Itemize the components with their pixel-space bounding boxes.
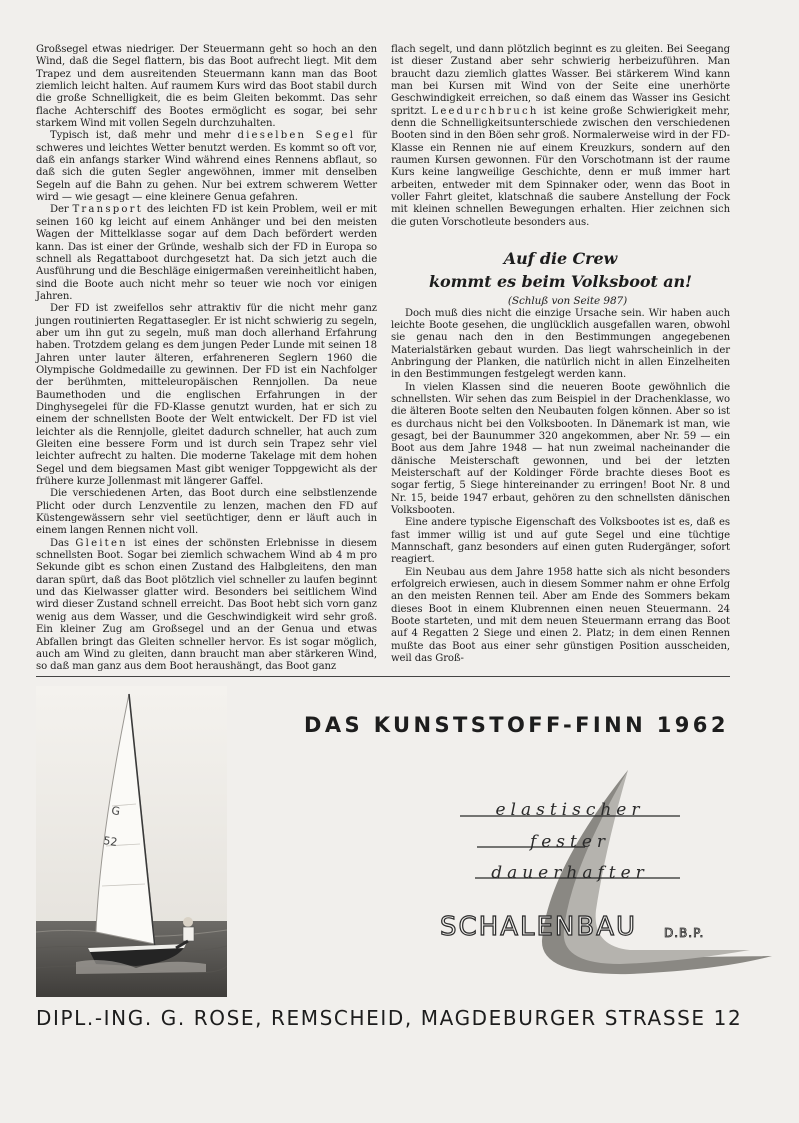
text-run: flach segelt, und dann plötzlich beginnt es zu gleiten. Bei Seegang ist dieser Zustand aber sehr schwierig herbeizuführen. Man braucht dazu ziemlich glattes Wasser. Bei stärkerem Wind kann man bei Kursen mit Wind von der Seite eine unerhörte Geschwindigkeit erreichen, so daß einem das Wasser ins Gesicht spritzt. — [391, 44, 730, 117]
continuation-note: (Schluß von Seite 987) — [507, 295, 628, 308]
section-divider — [36, 676, 730, 677]
paragraph: Ein Neubau aus dem Jahre 1958 hatte sich als nicht besonders erfolgreich erwiesen, auch in diesem Sommer nahm er ohne Erfolg an den meisten Rennen teil. Aber am Ende des Sommers bekam dieses Boot in einem Klubrennen einen neuen Steuermann. 24 Boote starteten, und mit dem neuen Steuermann errang das Boot auf 4 Regatten 2 Siege und einen 2. Platz; in dem einen Rennen mußte das Boot aus einer sehr günstigen Position ausscheiden, weil das Groß- — [391, 566, 730, 665]
paragraph: Der FD ist zweifellos sehr attraktiv für die nicht mehr ganz jungen routinierten Regattasegler. Er ist nicht schwierig zu segeln, aber um ihn gut zu segeln, muß man doch allerhand Erfahrung haben. Trotzdem gelang es dem jungen Peder Lunde mit seinen 18 Jahren unter lauter älteren, erfahreneren Seglern 1960 die Olympische Goldmedaille zu gewinnen. Der FD ist ein Nachfolger der berühmten, mitteleuropäischen Rennjollen. Da neue Baumethoden und die englischen Erfahrungen in der Dinghysegelei für die FD-Klasse genutzt wurden, hat er sich zu einem der schnellsten Boote der Welt entwickelt. Der FD ist viel leichter als die Rennjolle, gleitet dadurch schneller, hat auch zum Gleiten eine bessere Form und ist durch sein Trapez sehr viel leichter aufrecht zu halten. Die moderne Takelage mit dem hohen Segel und dem biegsamen Mast gibt weniger Toppgewicht als der frühere kurze Jollenmast mit längerer Gaffel. — [36, 303, 377, 488]
emphasis-spaced: Leedurchbruch — [431, 105, 539, 117]
paragraph: In vielen Klassen sind die neueren Boote gewöhnlich die schnellsten. Wir sehen das zum Beispiel in der Drachenklasse, wo die älteren Boote selten den Neubauten folgen können. Aber so ist es durchaus nicht bei den Volksbooten. In Dänemark ist man, wie gesagt, bei der Baunummer 320 angekommen, aber Nr. 59 — ein Boot aus dem Jahre 1948 — hat nun zweimal nacheinander die dänische Meisterschaft gewonnen, und bei der letzten Meisterschaft auf der Koldinger Förde brachte dieses Boot es sogar fertig, 5 Siege hintereinander zu erringen! Boot Nr. 8 und Nr. 15, beide 1947 erbaut, gehören zu den schnellsten dänischen Volksbooten. — [391, 381, 730, 516]
svg-text:G: G — [110, 804, 121, 819]
heading-line-1: Auf die Crew — [503, 249, 618, 269]
article-column-left — [36, 44, 377, 674]
ad-address: DIPL.-ING. G. ROSE, REMSCHEID, MAGDEBURGER STRASSE 12 — [36, 1006, 743, 1030]
ad-headline: DAS KUNSTSTOFF-FINN 1962 — [304, 713, 729, 737]
sailboat-photo — [36, 686, 227, 997]
article-heading — [391, 247, 730, 293]
text-run: Der — [50, 204, 73, 216]
text-run: für schweres und leichtes Wetter benutzt werden. Es kommt so oft vor, daß ein anfangs starker Wind während eines Rennens abflaut, so daß sich die guten Segler angewöhnen, immer mit denselben Segeln auf die Bahn zu gehen. Nur bei extrem schwerem Wetter wird — wie gesagt — eine kleinere Genua gefahren. — [36, 130, 377, 204]
paragraph: Großsegel etwas niedriger. Der Steuermann geht so hoch an den Wind, daß die Segel flattern, bis das Boot aufrecht liegt. Mit dem Trapez und dem ausreitenden Steuermann kann man das Boot ziemlich leicht halten. Auf raumem Kurs wird das Boot stabil durch die große Schnelligkeit, die es beim Gleiten bekommt. Das sehr flache Achterschiff des Bootes ermöglicht es sogar, bei sehr starkem Wind mit vollen Segeln durchzuhalten. — [36, 44, 377, 130]
ad-slogan-3: dauerhafter — [491, 863, 649, 883]
text-run: Das — [50, 537, 76, 549]
svg-text:52: 52 — [102, 834, 119, 849]
brand-name: SCHALENBAU — [440, 912, 638, 942]
emphasis-spaced: Transport — [72, 204, 143, 216]
paragraph — [36, 204, 377, 303]
paragraph — [36, 130, 377, 204]
emphasis-spaced: Gleiten — [75, 537, 128, 549]
paragraph — [36, 538, 377, 674]
text-run: ist eines der schönsten Erlebnisse in diesem schnellsten Boot. Sogar bei ziemlich schwachem Wind ab 4 m pro Sekunde gibt es schon einen Zustand des Halbgleitens, den man daran spürt, daß das Boot plötzlich viel schneller zu laufen beginnt und das Kielwasser glatter wird. Besonders bei seitlichem Wind wird dieser Zustand schnell erreicht. Das Boot hebt sich vorn ganz wenig aus dem Wasser, und die Geschwindigkeit wird sehr groß. Ein kleiner Zug am Großsegel und an der Genua und etwas Abfallen bringt das Gleiten schneller hervor. Es ist sogar möglich, auch am Wind zu gleiten, dann braucht man aber stärkeren Wind, so daß man ganz aus dem Boot heraushängt, das Boot ganz — [36, 537, 377, 673]
emphasis-spaced: dieselben Segel — [237, 130, 356, 142]
paragraph: Die verschiedenen Arten, das Boot durch eine selbstlenzende Plicht oder durch Lenzventile zu lenzen, machen den FD auf Küstengewässern sehr viel seetüchtiger, denn er läuft auch in einem langen Rennen nicht voll. — [36, 488, 377, 537]
ad-slogan-2: fester — [529, 832, 611, 852]
article-column-right — [391, 44, 730, 665]
heading-line-2: kommt es beim Volksboot an! — [429, 272, 692, 292]
ad-slogan-1: elastischer — [495, 800, 645, 820]
paragraph — [391, 44, 730, 229]
text-run: ist keine große Schwierigkeit mehr, denn die Schnelligkeitsunterschiede zwischen den verschiedenen Booten sind in den Böen sehr groß. Normalerweise wird in der FD-Klasse ein Rennen nie auf einem Kreuzkurs, sondern auf den raumen Kursen gewonnen. Für den Vorschotmann ist der raume Kurs keine langweilige Geschichte, denn er muß immer hart arbeiten, entweder mit dem Spinnaker oder, wenn das Boot in voller Fahrt gleitet, klatschnaß die saubere Anstellung der Fock mit kleinen schnellen Bewegungen erhalten. Hier zeichnen sich die guten Vorschotleute besonders aus. — [391, 105, 730, 228]
slogan-strike-lines — [455, 812, 685, 882]
text-run: Typisch ist, daß mehr und mehr — [50, 130, 238, 142]
paragraph: Doch muß dies nicht die einzige Ursache sein. Wir haben auch leichte Boote gesehen, die unglücklich ausgefallen waren, obwohl sie genau nach den in den Bestimmungen angegebenen Materialstärken gebaut wurden. Das liegt wahrscheinlich in der Anbringung der Planken, die natürlich nicht in allen Einzelheiten in den Bestimmungen festgelegt werden kann. — [391, 307, 730, 381]
paragraph: Eine andere typische Eigenschaft des Volksbootes ist es, daß es fast immer willig ist und auf gute Segel und eine tüchtige Mannschaft, ganz besonders auf einen guten Rudergänger, sofort reagiert. — [391, 517, 730, 566]
patent-mark: D.B.P. — [664, 926, 705, 940]
text-run: des leichten FD ist kein Problem, weil er mit seinen 160 kg leicht auf einem Anhänger und bei den meisten Wagen der Mittelklasse sogar auf dem Dach befördert werden kann. Das ist einer der Gründe, weshalb sich der FD in Europa so schnell als Regattaboot durchgesetzt hat. Da sich jetzt auch die Ausführung und die Beschläge einigermaßen vereinheitlicht haben, sind die Boote auch nicht mehr so teuer wie noch vor einigen Jahren. — [36, 204, 378, 302]
